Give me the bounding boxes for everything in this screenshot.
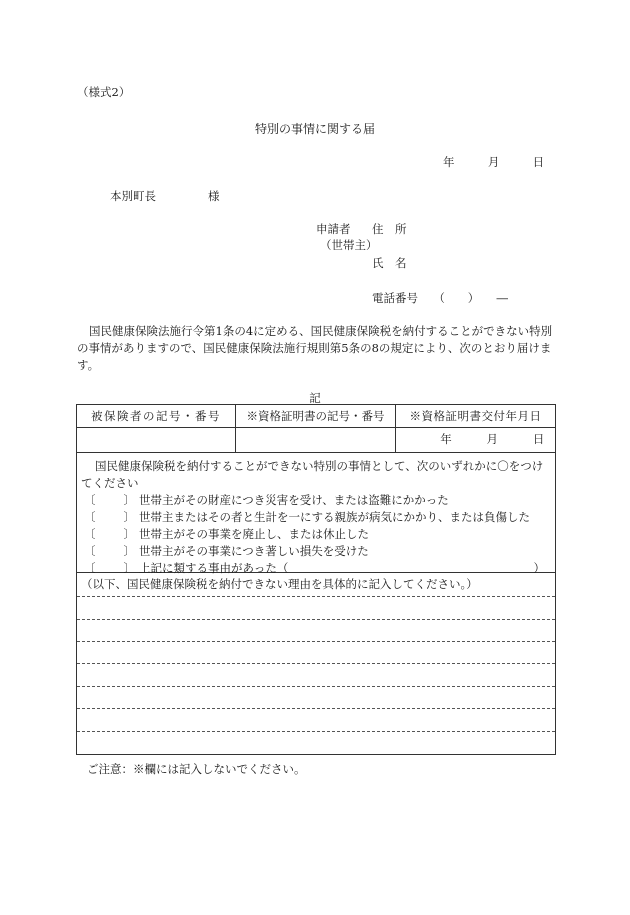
cert-date-year: 年 [440, 432, 453, 446]
header-certificate-number: ※資格証明書の記号・番号 [236, 405, 396, 427]
option-close-paren: ） [533, 561, 545, 575]
applicant-name-label: 氏 名 [372, 256, 407, 270]
addressee [110, 189, 220, 204]
applicant-label: 申請者 [316, 222, 351, 236]
header-certificate-date: ※資格証明書交付年月日 [409, 409, 542, 423]
addressee-honorific: 様 [208, 189, 220, 203]
reason-line[interactable] [77, 619, 555, 620]
option-item[interactable]: 〔 〕 世帯主がその財産につき災害を受け、または盗難にかかった [84, 493, 449, 507]
date-day: 日 [532, 155, 545, 169]
option-item[interactable]: 〔 〕 世帯主がその事業を廃止し、または休止した [84, 527, 369, 541]
applicant-phone-label: 電話番号 [372, 291, 418, 305]
table-header-row [77, 405, 555, 428]
option-text: 世帯主がその事業につき著しい損失を受けた [139, 544, 369, 558]
reason-line[interactable] [77, 708, 555, 709]
insured-number-field[interactable] [77, 427, 236, 452]
applicant-sub-label: （世帯主） [320, 238, 378, 252]
cert-date-month: 月 [486, 432, 499, 446]
table-value-row [77, 427, 555, 453]
body-text: 国民健康保険法施行令第1条の4に定める、国民健康保険税を納付することができない特別の事情がありますので、国民健康保険法施行規則第5条の8の規定により、次のとおり届けます。 [77, 324, 553, 372]
notice-text: ご注意：※欄には記入しないでください。 [87, 762, 306, 776]
applicant-address-label: 住 所 [372, 222, 407, 236]
option-text: 上記に類する事由があった（ [139, 561, 289, 575]
option-item[interactable]: 〔 〕 上記に類する事由があった（ ） [84, 561, 545, 575]
date-month: 月 [487, 155, 500, 169]
option-item[interactable]: 〔 〕 世帯主がその事業につき著しい損失を受けた [84, 544, 369, 558]
reason-line[interactable] [77, 686, 555, 687]
applicant-phone [372, 291, 508, 306]
submission-date [443, 155, 544, 170]
certificate-date-field[interactable] [396, 427, 555, 452]
reason-line[interactable] [77, 663, 555, 664]
form-label: （様式2） [77, 85, 131, 99]
reason-line[interactable] [77, 731, 555, 732]
option-text: 世帯主がその財産につき災害を受け、または盗難にかかった [139, 493, 449, 507]
option-text: 世帯主がその事業を廃止し、または休止した [139, 527, 369, 541]
reason-line[interactable] [77, 641, 555, 642]
date-year: 年 [443, 155, 455, 169]
reason-line[interactable] [77, 596, 555, 597]
special-circumstances-section [77, 453, 555, 573]
document-title: 特別の事情に関する届 [254, 122, 375, 136]
form-table [76, 404, 556, 755]
record-heading: 記 [309, 391, 321, 405]
option-text: 世帯主またはその者と生計を一にする親族が病気にかかり、または負傷した [139, 510, 530, 524]
applicant-phone-format: （ ） ― [433, 291, 509, 305]
certificate-number-field[interactable] [236, 427, 396, 452]
option-item[interactable]: 〔 〕 世帯主またはその者と生計を一にする親族が病気にかかり、または負傷した [84, 510, 530, 524]
header-insured-number: 被保険者の記号・番号 [77, 405, 236, 427]
addressee-name: 本別町長 [110, 189, 156, 203]
circle-instruction: 国民健康保険税を納付することができない特別の事情として、次のいずれかに〇をつけてください [81, 459, 544, 490]
cert-date-day: 日 [532, 432, 545, 446]
reason-heading: （以下、国民健康保険税を納付できない理由を具体的に記入してください。） [81, 577, 478, 591]
